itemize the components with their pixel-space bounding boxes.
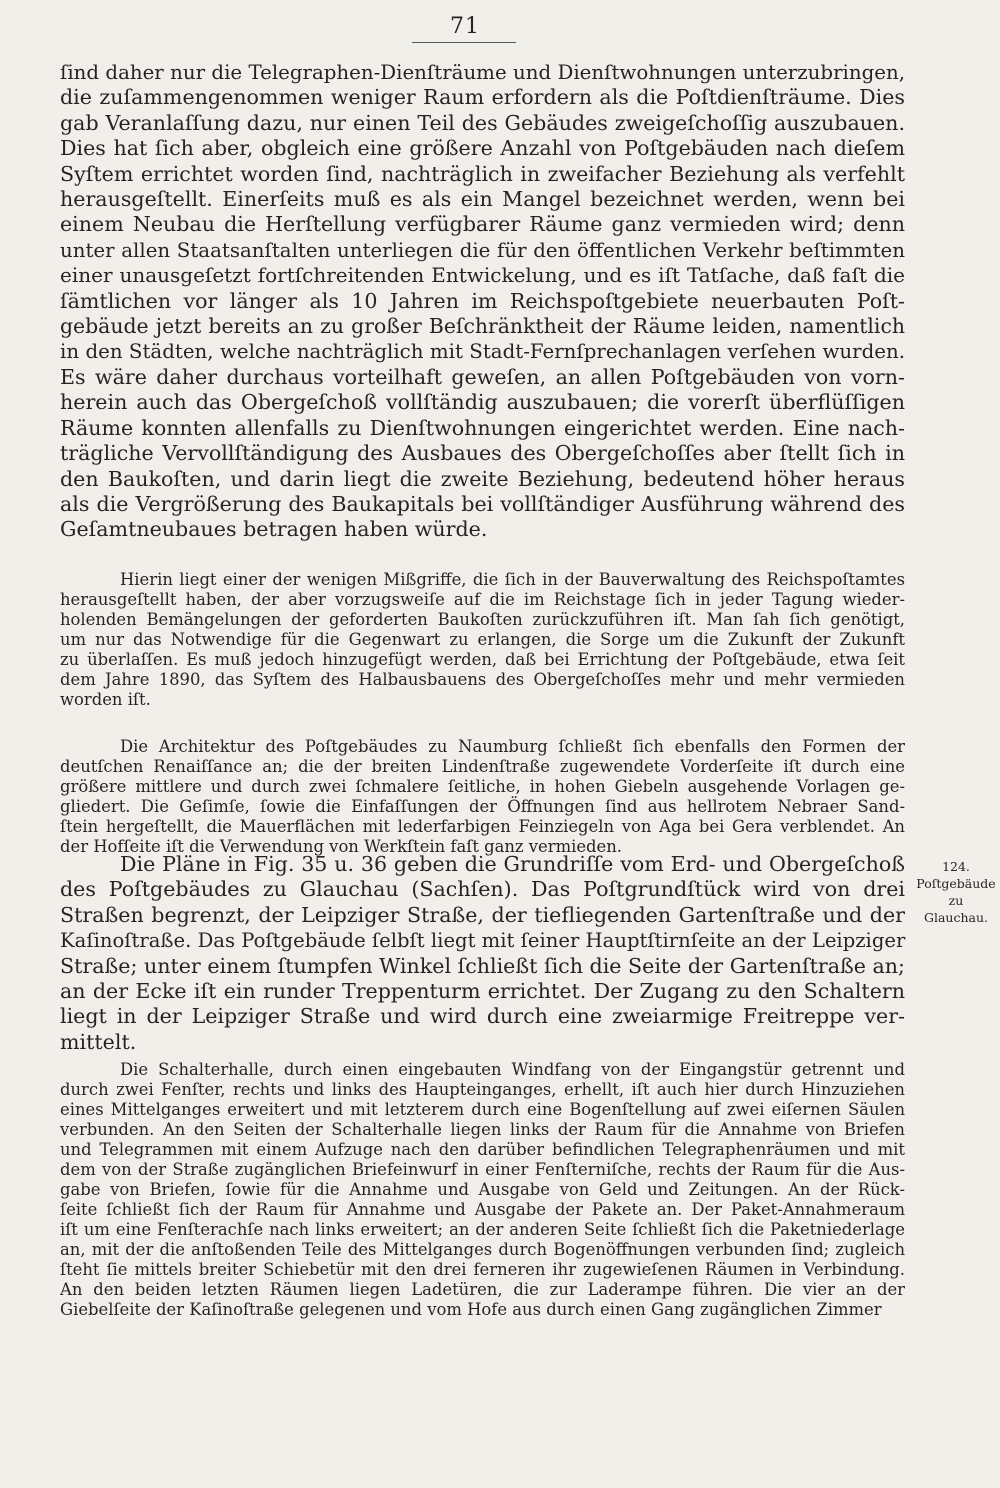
page-number-rule — [412, 42, 516, 43]
paragraph-4 — [60, 852, 905, 1055]
text-line: herausgeſtellt haben, der aber vorzugsweiſe auf die im Reichstage ſich in jeder Tagung wieder- — [60, 590, 905, 609]
text-line: an, mit der die anſtoßenden Teile des Mittelganges durch Bogenöffnungen verbunden ſind; zugleich — [60, 1240, 905, 1259]
text-line: Giebelſeite der Kaſinoſtraße gelegenen und vom Hofe aus durch einen Gang zugänglichen Zimmer — [60, 1300, 882, 1319]
text-line: gliedert. Die Geſimſe, ſowie die Einfaſſungen der Öffnungen ſind aus hellrotem Nebraer Sand- — [60, 797, 905, 816]
paragraph-1 — [60, 60, 905, 543]
paragraph-3-footnote — [60, 737, 905, 857]
margin-note — [916, 858, 996, 926]
text-line: ſteht ſie mittels breiter Schiebetür mit den drei ferneren ihr zugewieſenen Räumen in Verbindung. — [60, 1260, 905, 1279]
text-line: worden iſt. — [60, 690, 151, 709]
text-line: einer unausgeſetzt fortſchreitenden Entwickelung, und es iſt Tatſache, daß faſt die — [60, 263, 905, 288]
text-line: Geſamtneubaues betragen haben würde. — [60, 517, 488, 542]
text-line: die zuſammengenommen weniger Raum erfordern als die Poſtdienſträume. Dies — [60, 85, 905, 110]
text-line: ſeite ſchließt ſich der Raum für Annahme und Ausgabe der Pakete an. Der Paket-Annahmeraum — [60, 1200, 905, 1219]
paragraph-2-footnote — [60, 570, 905, 710]
text-line: Die Architektur des Poſtgebäudes zu Naumburg ſchließt ſich ebenfalls den Formen der — [120, 737, 905, 756]
page-number: 71 — [450, 14, 480, 39]
text-line: Hierin liegt einer der wenigen Mißgriffe, die ſich in der Bauverwaltung des Reichspoſtamtes — [120, 570, 905, 589]
text-line: um nur das Notwendige für die Gegenwart zu erlangen, die Sorge um die Zukunft der Zukunft — [60, 630, 905, 649]
text-line: Es wäre daher durchaus vorteilhaft geweſen, an allen Poſtgebäuden von vorn- — [60, 364, 905, 389]
text-line: mittelt. — [60, 1029, 137, 1054]
text-line: Die Schalterhalle, durch einen eingebauten Windfang von der Eingangstür getrennt und — [120, 1060, 905, 1079]
text-line: verbunden. An den Seiten der Schalterhalle liegen links der Raum für die Annahme von Briefen — [60, 1120, 905, 1139]
text-line: des Poſtgebäudes zu Glauchau (Sachſen). Das Poſtgrundſtück wird von drei — [60, 877, 905, 902]
text-line: Straße; unter einem ſtumpfen Winkel ſchließt ſich die Seite der Gartenſtraße an; — [60, 953, 905, 978]
text-line: einem Neubau die Herſtellung verfügbarer Räume ganz vermieden wird; denn — [60, 212, 905, 237]
text-line: ſämtlichen vor länger als 10 Jahren im Reichspoſtgebiete neuerbauten Poſt- — [60, 288, 905, 313]
margin-note-line-2: zu — [948, 893, 964, 908]
text-line: den Baukoſten, und darin liegt die zweite Beziehung, bedeutend höher heraus — [60, 466, 905, 491]
text-line: ſtein hergeſtellt, die Mauerflächen mit lederfarbigen Feinziegeln von Aga bei Gera verblendet. An — [60, 817, 905, 836]
text-line: unter allen Staatsanſtalten unterliegen die für den öffentlichen Verkehr beſtimmten — [60, 238, 905, 262]
text-line: gebäude jetzt bereits an zu großer Beſchränktheit der Räume leiden, namentlich — [60, 314, 905, 339]
text-line: holenden Bemängelungen der geforderten Baukoſten zurückzuführen iſt. Man ſah ſich genötigt, — [60, 610, 905, 629]
text-line: durch zwei Fenſter, rechts und links des Haupteinganges, erhellt, iſt auch hier durch Hinzuziehen — [60, 1080, 905, 1099]
text-line: zu überlaſſen. Es muß jedoch hinzugefügt werden, daß bei Errichtung der Poſtgebäude, etwa ſeit — [60, 650, 905, 669]
text-line: in den Städten, welche nachträglich mit Stadt-Fernſprechanlagen verſehen wurden. — [60, 340, 905, 364]
text-line: größere mittlere und durch zwei ſchmalere ſeitliche, in hohen Giebeln ausgehende Vorlagen ge- — [60, 777, 905, 796]
text-line: gab Veranlaſſung dazu, nur einen Teil des Gebäudes zweigeſchoſſig auszubauen. — [60, 110, 905, 135]
text-line: herausgeſtellt. Einerſeits muß es als ein Mangel bezeichnet werden, wenn bei — [60, 187, 905, 212]
text-line: deutſchen Renaiſſance an; die der breiten Lindenſtraße zugewendete Vorderſeite iſt durch eine — [60, 757, 905, 776]
text-line: Kaſinoſtraße. Das Poſtgebäude ſelbſt liegt mit ſeiner Hauptſtirnſeite an der Leipziger — [60, 929, 906, 953]
text-line: An den beiden letzten Räumen liegen Ladetüren, die zur Laderampe führen. Die vier an der — [60, 1280, 905, 1299]
text-line: dem Jahre 1890, das Syſtem des Halbausbauens des Obergeſchoſſes mehr und mehr vermieden — [60, 670, 905, 689]
text-line: Räume konnten allenfalls zu Dienſtwohnungen eingerichtet werden. Eine nach- — [60, 415, 905, 440]
text-line: Straßen begrenzt, der Leipziger Straße, der tiefliegenden Gartenſtraße und der — [60, 902, 905, 927]
margin-note-number: 124. — [942, 859, 970, 874]
text-line: der Hofſeite iſt die Verwendung von Werkſtein faſt ganz vermieden. — [60, 837, 623, 856]
text-line: ſind daher nur die Telegraphen-Dienſträume und Dienſtwohnungen unterzubringen, — [60, 61, 905, 84]
text-line: Die Pläne in Fig. 35 u. 36 geben die Grundriſſe vom Erd- und Obergeſchoß — [120, 852, 905, 876]
text-line: Dies hat ſich aber, obgleich eine größere Anzahl von Poſtgebäuden nach dieſem — [60, 136, 905, 161]
text-line: eines Mittelganges erweitert und mit letzterem durch eine Bogenſtellung auf zwei eiſernen Säulen — [60, 1100, 905, 1119]
text-line: dem von der Straße zugänglichen Briefeinwurf in einer Fenſterniſche, rechts der Raum für die Aus- — [60, 1160, 905, 1179]
text-line: trägliche Vervollſtändigung des Ausbaues des Obergeſchoſſes aber ſtellt ſich in — [60, 441, 905, 466]
text-line: herein auch das Obergeſchoß vollſtändig auszubauen; die vorerſt überflüſſigen — [60, 390, 905, 415]
text-line: und Telegrammen mit einem Aufzuge nach den darüber befindlichen Telegraphenräumen und mit — [60, 1140, 905, 1159]
text-line: an der Ecke iſt ein runder Treppenturm errichtet. Der Zugang zu den Schaltern — [60, 979, 905, 1004]
text-line: liegt in der Leipziger Straße und wird durch eine zweiarmige Freitreppe ver- — [60, 1004, 905, 1029]
text-line: iſt um eine Fenſterachſe nach links erweitert; an der anderen Seite ſchließt ſich die Paketniederlage — [60, 1220, 905, 1239]
text-line: Syſtem errichtet worden ſind, nachträglich in zweifacher Beziehung als verfehlt — [60, 161, 905, 186]
text-line: gabe von Briefen, ſowie für die Annahme und Ausgabe von Geld und Zeitungen. An der Rück- — [60, 1180, 905, 1199]
text-line: als die Vergrößerung des Baukapitals bei vollſtändiger Ausführung während des — [60, 491, 905, 516]
paragraph-5-footnote — [60, 1060, 905, 1320]
margin-note-line-3: Glauchau. — [923, 910, 988, 925]
margin-note-line-1: Poſtgebäude — [916, 876, 996, 891]
